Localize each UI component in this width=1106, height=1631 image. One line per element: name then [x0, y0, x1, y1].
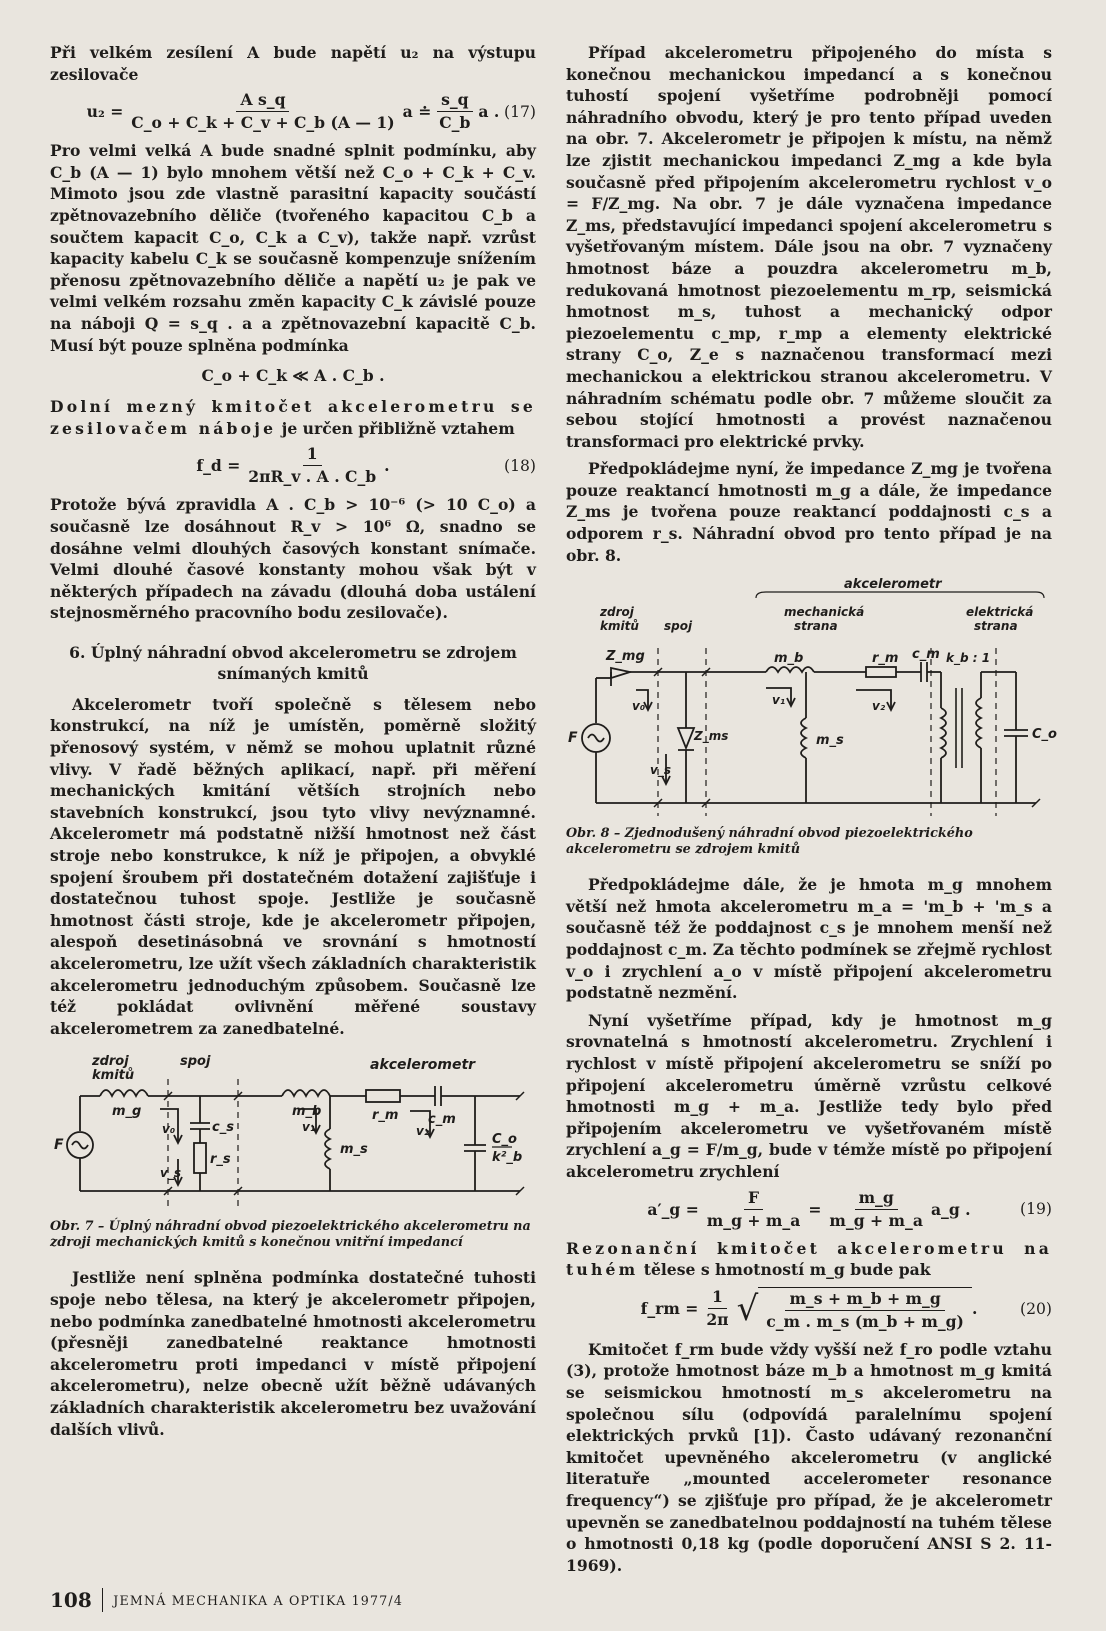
eq20-root-denominator: c_m . m_s (m_b + m_g)	[766, 1311, 964, 1331]
fig8-label-mb: m_b	[774, 651, 804, 667]
fig8-label-v2: v₂	[872, 699, 886, 714]
fig7-label-rm: r_m	[372, 1108, 399, 1124]
right-paragraph-2: Předpokládejme nyní, že impedance Z_mg je tvořena pouze reaktancí hmotnosti m_g a dále, že impedance Z_ms je tvořena pouze reaktancí poddajnosti c_s a odporem r_s. Náhradní obvod pro tento případ je na obr. 8.	[566, 459, 1052, 565]
right-paragraph-4: Nyní vyšetříme případ, kdy je hmotnost m_g srovnatelná s hmotností akcelerometru. Zrychlení i rychlost v místě připojení akcelerometru se sníží po připojení akcelerometru úměrně vzrůstu celkové hmotnosti m_g + m_a. Jestliže tedy bylo před připojením akcelerometru ve vyšetřovaném místě zrychlení a_g = F/m_g, bude v témže místě po připojení akcelerometru zrychlení	[566, 1010, 1052, 1181]
equation-condition	[50, 362, 536, 388]
caption-figure-8: Obr. 8 – Zjednodušený náhradní obvod piezoelektrického akcelerometru se zdrojem kmitů	[566, 826, 973, 858]
fig8-label-F: F	[568, 730, 578, 747]
fig7-label-mb: m_b	[292, 1104, 322, 1120]
eq18-tail: .	[384, 456, 390, 476]
eq18-fraction	[244, 445, 380, 486]
section-title-6: 6. Úplný náhradní obvod akcelerometru se zdrojem snímaných kmitů	[69, 642, 517, 683]
fig8-label-kb: k_b : 1	[946, 651, 991, 666]
condition-text: C_o + C_k ≪ A . C_b .	[201, 365, 385, 385]
eq18-denominator: 2πR_v . A . C_b	[248, 467, 377, 487]
eq19-numerator-1: F	[744, 1189, 763, 1210]
fig8-label-cm: c_m	[912, 647, 940, 663]
fig7-label-vs: v_s	[160, 1166, 181, 1181]
spaced-heading-1: Dolní mezný kmitočet akcelerometru se zesilovačem náboje	[50, 397, 536, 438]
fig8-label-rm: r_m	[872, 651, 899, 667]
eq17-numerator: A s_q	[236, 91, 289, 112]
fig8-label-Co: C_o	[1032, 727, 1057, 743]
right-paragraph-6: Kmitočet f_rm bude vždy vyšší než f_ro podle vztahu (3), protože hmotnost báze m_b a hmotnost m_g kmitá se seismickou hmotností m_s akcelerometru na společnou sílu (odpovídá paralelnímu spojení elektrických prvků [1]). Často udávaný rezonanční kmitočet upevněného akcelerometru (v anglické literatuře „mounted accelerometer resonance frequency“) se zjišťuje pro případ, že je akcelerometr upevněn se zanedbatelnou poddajností na tuhém tělese o hmotnosti 0,18 kg (podle doporučení ANSI S 2. 11-1969).	[566, 1339, 1052, 1575]
fig7-label-source: zdroj	[92, 1054, 129, 1070]
fig7-label-v2: v₂	[416, 1124, 430, 1139]
fig8-label-zms: Z_ms	[694, 729, 729, 744]
fig7-label-source-2: kmitů	[92, 1068, 135, 1084]
eq19-lhs: a′_g =	[647, 1199, 699, 1219]
figure-7-circuit	[50, 1051, 536, 1211]
eq17-number: (17)	[503, 102, 536, 121]
eq20-sqrt	[737, 1287, 972, 1331]
fig7-label-rs: r_s	[210, 1152, 231, 1168]
fig8-label-el-1: elektrická	[966, 605, 1034, 620]
fig8-label-vs: v_s	[650, 763, 671, 778]
equation-18	[50, 445, 536, 486]
eq17-numerator-2: s_q	[437, 91, 472, 112]
fig8-label-source-1: zdroj	[600, 605, 634, 620]
figure-8-circuit	[566, 577, 1057, 818]
eq17-lhs: u₂ =	[86, 102, 124, 122]
footer-divider	[102, 1588, 104, 1612]
fig7-label-cs: c_s	[212, 1120, 234, 1136]
fig8-label-accelerometer: akcelerometr	[844, 577, 942, 593]
eq20-root-fraction	[762, 1290, 968, 1331]
right-paragraph-1: Případ akcelerometru připojeného do místa s konečnou mechanickou impedancí a s konečnou tuhostí spojení vyšetříme podrobněji pomocí náhradního obvodu, který je pro tento případ uveden na obr. 7. Akcelerometr je připojen k místu, na němž lze zjistit mechanickou impedanci Z_mg a kde byla současně před připojením akcelerometru rychlost v_o = F/Z_mg. Na obr. 7 je dále vyznačena impedance Z_ms, představující impedanci spojení akcelerometru s vyšetřovaným místem. Dále jsou na obr. 7 vyznačeny hmotnost báze a pouzdra akcelerometru m_b, redukovaná hmotnost piezoelementu m_rp, seismická hmotnost m_s, tuhost a mechanický odpor piezoelementu c_mp, r_mp a elementy elektrické strany C_o, Z_e s naznačenou transformací mezi mechanickou a elektrickou stranou akcelerometru. V náhradním schématu podle obr. 7 můžeme sloučit za sebou stojící hmotnosti a provést naznačenou transformaci pro elektrické prvky.	[566, 43, 1052, 451]
fig8-label-mech-2: strana	[794, 619, 838, 634]
left-paragraph-4: Protože bývá zpravidla A . C_b > 10⁻⁶ (> 10 C_o) a současně lze dosáhnout R_v > 10⁶ Ω, snadno se dosáhne velmi dlouhých časových konstant snímače. Velmi dlouhé časové konstanty mohou však být v některých případech na závadu (dlouhá doba ustálení stejnosměrného pracovního bodu zesilovače).	[50, 495, 536, 623]
eq19-fraction-1	[703, 1189, 805, 1230]
eq20-root-numerator: m_s + m_b + m_g	[785, 1290, 944, 1311]
page-footer	[50, 1588, 403, 1612]
eq19-equals: =	[808, 1199, 822, 1219]
equation-20	[566, 1287, 1052, 1331]
fig8-label-joint: spoj	[664, 619, 693, 634]
fig8-label-source-2: kmitů	[600, 619, 639, 634]
eq19-numerator-2: m_g	[855, 1189, 898, 1210]
eq20-sqrt-inner	[758, 1287, 972, 1331]
fig8-label-zmg: Z_mg	[606, 649, 645, 665]
eq20-fraction	[702, 1288, 732, 1329]
fig7-label-ms: m_s	[340, 1142, 368, 1158]
eq20-lhs: f_rm =	[640, 1299, 699, 1319]
left-paragraph-5: Akcelerometr tvoří společně s tělesem nebo konstrukcí, na níž je umístěn, poměrně složitý přenosový systém, v němž se mohou uplatnit různé vlivy. V řadě běžných aplikací, např. při měření mechanických kmitání větších strojních nebo stavebních konstrukcí, jsou tyto vlivy nevýznamné. Akcelerometr má podstatně nižší hmotnost než část stroje nebo konstrukce, k níž je připojen, a obvyklé spojení šroubem při dostatečném dotažení zajišťuje i dostatečnou tuhost spoje. Jestliže je současně hmotnost části stroje, kde je akcelerometr připojen, alespoň desetinásobná ve srovnání s hmotností akcelerometru, lze užít všech základních charakteristik akcelerometru jednoduchým způsobem. Současně lze též pokládat ovlivnění měřené soustavy akcelerometrem za zanedbatelné.	[50, 694, 536, 1038]
equation-19	[566, 1189, 1052, 1230]
fig8-label-el-2: strana	[974, 619, 1018, 634]
fig7-label-accelerometer: akcelerometr	[370, 1057, 476, 1074]
sqrt-symbol-icon: √	[736, 1288, 759, 1329]
fig7-label-joint: spoj	[180, 1054, 211, 1070]
eq17-denominator: C_o + C_k + C_v + C_b (A — 1)	[131, 113, 395, 133]
right-paragraph-3: Předpokládejme dále, že je hmota m_g mnohem větší než hmota akcelerometru m_a = 'm_b + 'm_s a současně též že poddajnost c_s je mnohem menší než poddajnost c_m. Za těchto podmínek se zřejmě rychlost v_o i zrychlení a_o v místě připojení akcelerometru podstatně nezmění.	[566, 875, 1052, 1003]
eq18-numerator: 1	[303, 445, 322, 466]
eq17-fraction-2	[435, 91, 474, 132]
fig7-label-F: F	[54, 1137, 64, 1154]
left-column	[50, 42, 536, 1446]
right-column	[566, 42, 1057, 1582]
eq20-denominator: 2π	[706, 1310, 729, 1330]
figure-8	[566, 577, 1057, 858]
left-paragraph-3-rest: je určen přibližně vztahem	[281, 418, 515, 438]
spaced-heading-2: Rezonanční kmitočet akcelerometru na tuhém	[566, 1238, 1052, 1280]
fig7-label-v0: v₀	[162, 1122, 176, 1137]
left-paragraph-3	[50, 396, 536, 439]
fig8-label-ms: m_s	[816, 733, 844, 749]
fig7-label-mg: m_g	[112, 1104, 142, 1120]
figure-7	[50, 1051, 536, 1251]
eq19-number: (19)	[1019, 1200, 1052, 1219]
equation-17	[50, 91, 536, 132]
fig8-label-v0: v₀	[632, 699, 646, 714]
caption-figure-7: Obr. 7 – Úplný náhradní obvod piezoelektrického akcelerometru na zdroji mechanických kmitů s konečnou vnitřní impedancí	[50, 1219, 531, 1251]
eq17-denominator-2: C_b	[439, 113, 471, 133]
eq17-fraction	[127, 91, 398, 132]
fig7-label-kb: k²_b	[492, 1150, 523, 1166]
eq18-number: (18)	[503, 456, 536, 475]
left-paragraph-2: Pro velmi velká A bude snadné splnit podmínku, aby C_b (A — 1) bylo mnohem větší než C_o + C_k + C_v. Mimoto jsou zde vlastně parasitní kapacity součástí zpětnovazebního děliče (tvořeného kapacitou C_b a součtem kapacit C_o, C_k a C_v), takže např. vzrůst kapacity kabelu C_k se současně kompenzuje snížením přenosu zpětnovazebního děliče a napětí u₂ je pak ve velmi velkém rozsahu změn kapacity C_k závislé pouze na náboji Q = s_q . a a zpětnovazební kapacitě C_b. Musí být pouze splněna podmínka	[50, 141, 536, 355]
eq19-denominator-1: m_g + m_a	[706, 1210, 801, 1230]
right-paragraph-5	[566, 1238, 1052, 1281]
fig7-label-v1: v₁	[302, 1120, 316, 1135]
journal-name: JEMNÁ MECHANIKA A OPTIKA 1977/4	[113, 1592, 404, 1608]
eq19-denominator-2: m_g + m_a	[829, 1210, 923, 1230]
eq20-numerator: 1	[708, 1288, 727, 1309]
eq20-tail: .	[971, 1299, 978, 1319]
eq19-tail: a_g .	[930, 1199, 971, 1219]
left-paragraph-1: Při velkém zesílení A bude napětí u₂ na výstupu zesilovače	[50, 43, 536, 84]
eq20-number: (20)	[1019, 1299, 1052, 1318]
fig8-label-mech-1: mechanická	[784, 605, 865, 620]
fig8-label-v1: v₁	[772, 693, 786, 708]
fig7-label-cm: c_m	[428, 1112, 456, 1128]
eq19-fraction-2	[825, 1189, 927, 1230]
left-paragraph-6: Jestliže není splněna podmínka dostatečné tuhosti spoje nebo tělesa, na který je akcelerometr připojen, nebo podmínka zanedbatelné hmotnosti akcelerometru (přesněji zanedbatelné reaktance hmotnosti akcelerometru proti impedanci v místě připojení akcelerometru), nelze obecně užít běžně udávaných základních charakteristik akcelerometru bez uvažování dalších vlivů.	[50, 1268, 536, 1439]
eq17-tail: a .	[478, 102, 500, 122]
eq17-mid: a ≐	[402, 102, 432, 122]
right-paragraph-5-rest: tělese s hmotností m_g bude pak	[643, 1260, 931, 1280]
eq18-lhs: f_d =	[196, 456, 241, 476]
page-number: 108	[50, 1588, 92, 1612]
fig7-label-Co: C_o	[492, 1132, 517, 1148]
